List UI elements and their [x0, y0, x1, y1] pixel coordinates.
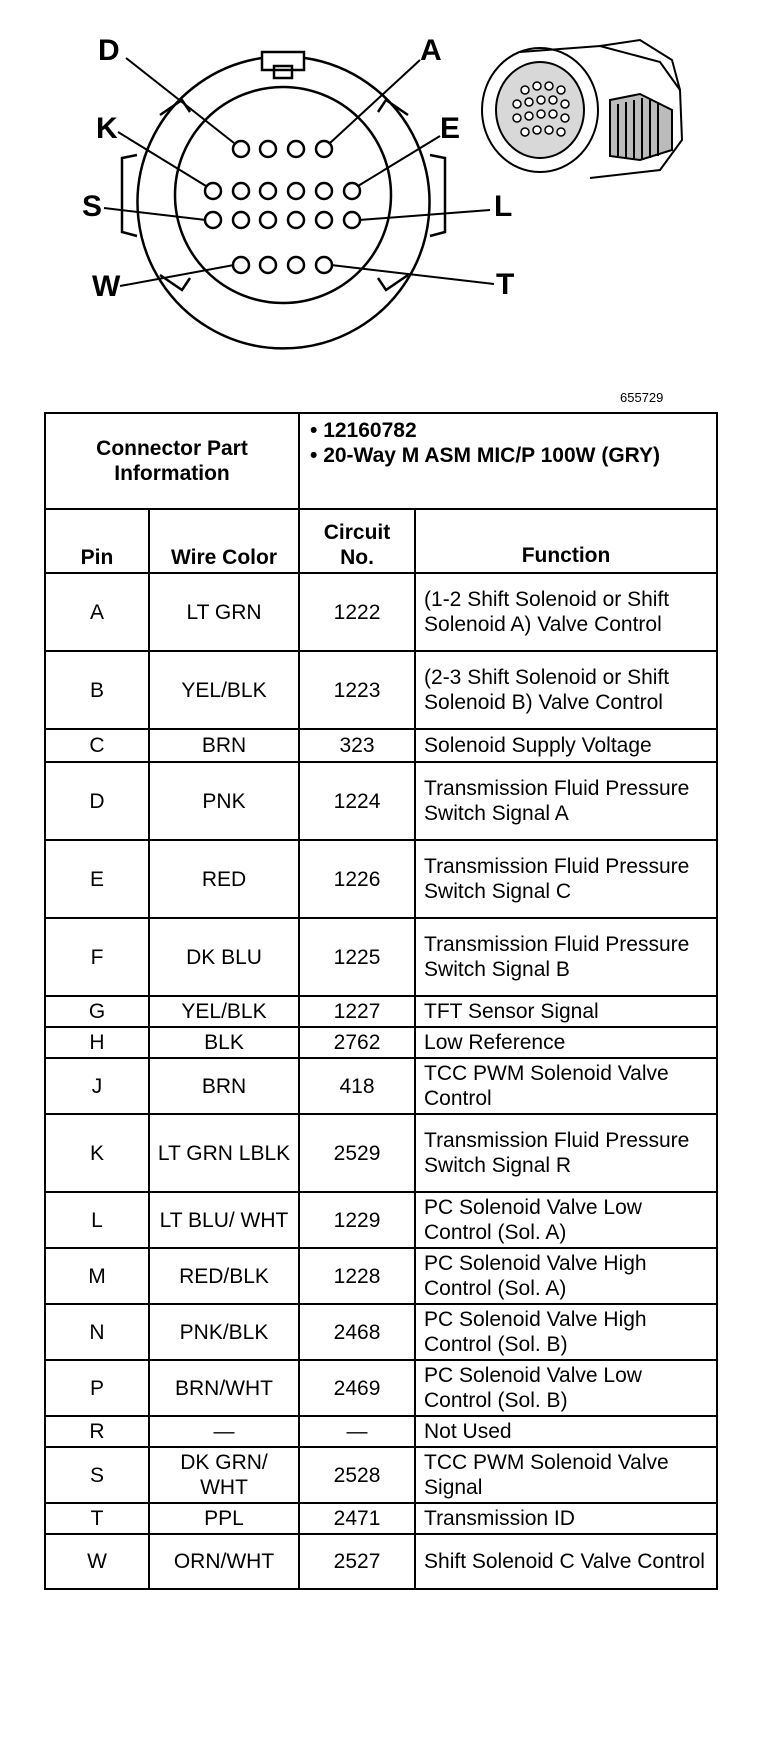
table-row: [45, 1027, 717, 1058]
connector-description: • 20-Way M ASM MIC/P 100W (GRY): [310, 444, 661, 467]
circuit-cell: 2762: [299, 1027, 415, 1058]
pin-cell: M: [45, 1248, 149, 1304]
wire-color-cell: BRN: [149, 1058, 299, 1114]
function-cell: PC Solenoid Valve High Control (Sol. B): [415, 1304, 717, 1360]
function-cell: TFT Sensor Signal: [415, 996, 717, 1027]
pin-label-e: E: [440, 112, 461, 145]
pin-cell: L: [45, 1192, 149, 1248]
circuit-cell: 2469: [299, 1360, 415, 1416]
pin-cell: D: [45, 762, 149, 840]
pin-cell: A: [45, 573, 149, 651]
circuit-cell: 323: [299, 729, 415, 762]
function-cell: Shift Solenoid C Valve Control: [415, 1534, 717, 1589]
circuit-cell: 1228: [299, 1248, 415, 1304]
connector-key-tab: [262, 52, 304, 70]
circuit-cell: 418: [299, 1058, 415, 1114]
pin-cell: H: [45, 1027, 149, 1058]
pin-cell: F: [45, 918, 149, 996]
circuit-cell: 1226: [299, 840, 415, 918]
connector-info-label: Connector Part Information: [45, 413, 299, 509]
pin-label-k: K: [96, 112, 118, 145]
table-row: [45, 1416, 717, 1447]
table-row: [45, 573, 717, 651]
wire-color-cell: PNK/BLK: [149, 1304, 299, 1360]
table-row: [45, 1304, 717, 1360]
table-row: [45, 840, 717, 918]
pin-label-t: T: [496, 268, 515, 301]
table-row: [45, 918, 717, 996]
pin-cell: W: [45, 1534, 149, 1589]
table-row: [45, 1058, 717, 1114]
function-cell: (1-2 Shift Solenoid or Shift Solenoid A) Valve Control: [415, 573, 717, 651]
function-cell: Transmission Fluid Pressure Switch Signal C: [415, 840, 717, 918]
pin-label-l: L: [494, 190, 513, 223]
pin-cell: N: [45, 1304, 149, 1360]
wire-color-cell: LT GRN: [149, 573, 299, 651]
wire-color-cell: PPL: [149, 1503, 299, 1534]
pin-cell: B: [45, 651, 149, 729]
connector-part-number: • 12160782: [310, 419, 417, 442]
function-cell: (2-3 Shift Solenoid or Shift Solenoid B) Valve Control: [415, 651, 717, 729]
wire-color-cell: ORN/WHT: [149, 1534, 299, 1589]
table-row: [45, 1447, 717, 1503]
circuit-cell: 2527: [299, 1534, 415, 1589]
pin-label-d: D: [98, 34, 120, 67]
pin-label-s: S: [82, 190, 103, 223]
connector-face-diagram: [0, 0, 768, 400]
pin-label-a: A: [420, 34, 442, 67]
wire-color-cell: DK BLU: [149, 918, 299, 996]
column-header-pin: Pin: [45, 509, 149, 573]
table-row: [45, 1503, 717, 1534]
connector-3d-view: [482, 40, 682, 178]
table-row: [45, 996, 717, 1027]
circuit-cell: 1229: [299, 1192, 415, 1248]
function-cell: TCC PWM Solenoid Valve Signal: [415, 1447, 717, 1503]
table-row: [45, 762, 717, 840]
wire-color-cell: YEL/BLK: [149, 651, 299, 729]
wire-color-cell: BLK: [149, 1027, 299, 1058]
pin-label-w: W: [92, 270, 121, 303]
wire-color-cell: BRN: [149, 729, 299, 762]
function-cell: Not Used: [415, 1416, 717, 1447]
function-cell: PC Solenoid Valve Low Control (Sol. A): [415, 1192, 717, 1248]
circuit-cell: 1225: [299, 918, 415, 996]
function-cell: Transmission Fluid Pressure Switch Signal R: [415, 1114, 717, 1192]
function-cell: Transmission Fluid Pressure Switch Signal B: [415, 918, 717, 996]
circuit-cell: 2468: [299, 1304, 415, 1360]
connector-info-row: [45, 413, 717, 509]
column-header-circuit: Circuit No.: [299, 509, 415, 573]
circuit-cell: 1224: [299, 762, 415, 840]
circuit-cell: 2528: [299, 1447, 415, 1503]
wire-color-cell: YEL/BLK: [149, 996, 299, 1027]
function-cell: Transmission ID: [415, 1503, 717, 1534]
table-row: [45, 729, 717, 762]
wire-color-cell: RED: [149, 840, 299, 918]
table-row: [45, 1114, 717, 1192]
table-row: [45, 1248, 717, 1304]
pin-cell: C: [45, 729, 149, 762]
pin-cell: K: [45, 1114, 149, 1192]
circuit-cell: 1222: [299, 573, 415, 651]
pin-cell: G: [45, 996, 149, 1027]
table-row: [45, 1192, 717, 1248]
function-cell: Transmission Fluid Pressure Switch Signal A: [415, 762, 717, 840]
pin-cell: P: [45, 1360, 149, 1416]
connector-info-values: [299, 413, 717, 509]
function-cell: PC Solenoid Valve High Control (Sol. A): [415, 1248, 717, 1304]
pin-cell: R: [45, 1416, 149, 1447]
pin-cell: J: [45, 1058, 149, 1114]
pin-function-table: [44, 412, 718, 1590]
circuit-cell: 1227: [299, 996, 415, 1027]
pin-cell: S: [45, 1447, 149, 1503]
wire-color-cell: —: [149, 1416, 299, 1447]
function-cell: PC Solenoid Valve Low Control (Sol. B): [415, 1360, 717, 1416]
circuit-cell: 2529: [299, 1114, 415, 1192]
wire-color-cell: DK GRN/ WHT: [149, 1447, 299, 1503]
pin-cell: T: [45, 1503, 149, 1534]
column-header-function: Function: [415, 509, 717, 573]
column-header-wire-color: Wire Color: [149, 509, 299, 573]
circuit-cell: —: [299, 1416, 415, 1447]
wire-color-cell: LT BLU/ WHT: [149, 1192, 299, 1248]
wire-color-cell: BRN/WHT: [149, 1360, 299, 1416]
function-cell: Low Reference: [415, 1027, 717, 1058]
function-cell: TCC PWM Solenoid Valve Control: [415, 1058, 717, 1114]
pin-holes: [205, 141, 360, 273]
table-row: [45, 651, 717, 729]
table-row: [45, 1360, 717, 1416]
wire-color-cell: RED/BLK: [149, 1248, 299, 1304]
wire-color-cell: LT GRN LBLK: [149, 1114, 299, 1192]
leader-lines: [104, 58, 494, 286]
wire-color-cell: PNK: [149, 762, 299, 840]
function-cell: Solenoid Supply Voltage: [415, 729, 717, 762]
table-row: [45, 1534, 717, 1589]
pin-cell: E: [45, 840, 149, 918]
circuit-cell: 2471: [299, 1503, 415, 1534]
column-header-row: [45, 509, 717, 573]
circuit-cell: 1223: [299, 651, 415, 729]
figure-reference-number: 655729: [620, 390, 664, 405]
